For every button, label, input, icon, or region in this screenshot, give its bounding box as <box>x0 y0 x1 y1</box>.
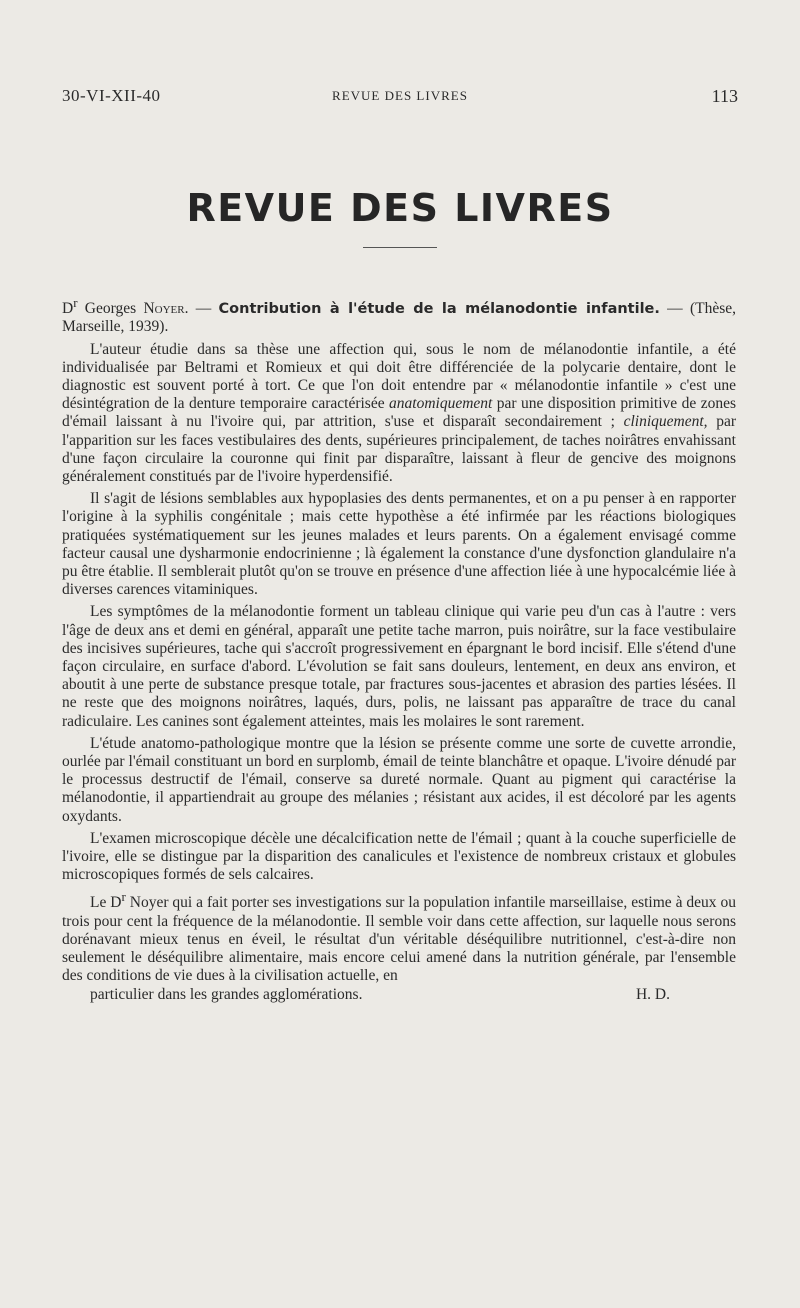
page-number: 113 <box>711 86 738 106</box>
reviewer-signature: H. D. <box>635 985 670 1003</box>
work-details: — (Thèse, Marseille, 1939). <box>62 300 736 336</box>
paragraph-1-text-a: L'auteur étudie dans sa thèse une affection qui, sous le nom de mélanodontie infantile, a été individualisée par Beltrami et Romieux et qui doit être différenciée de la polycarie dentaire, dont le diagnostic est souvent porté à tort. Ce que l'on doit entendre par « mélanodontie infantile » c'est une désintégration de la denture temporaire caractérisée <box>62 340 736 413</box>
paragraph-1-text-c: par l'apparition sur les faces vestibulaires des dents, supérieures principalement, de taches noirâtres envahissant d'une façon circulaire la couronne qui finit par disparaître, laissant à fleur de gencive des moignons généralement constitués par de l'ivoire hyperdensifié. <box>62 413 736 485</box>
closing-line <box>62 986 736 1004</box>
book-review <box>62 294 736 1008</box>
running-header <box>62 86 738 110</box>
author-title: D <box>62 300 74 318</box>
paragraph-1-text-b: par une disposition primitive de zones d'émail laissant à nu l'ivoire qui, par attrition, s'use et disparaît secondairement ; <box>62 395 736 431</box>
review-byline <box>62 294 736 337</box>
paragraph-6 <box>62 888 736 1003</box>
paragraph-1-emphasis-1: anatomiquement <box>389 395 493 413</box>
issue-date: 30-VI-XII-40 <box>62 86 161 105</box>
section-title: REVUE DES LIVRES <box>186 186 614 230</box>
paragraph-1 <box>62 341 736 487</box>
paragraph-6-last-line: particulier dans les grandes agglomérations. <box>90 985 363 1003</box>
paragraph-3: Les symptômes de la mélanodontie forment un tableau clinique qui varie peu d'un cas à l'autre : vers l'âge de deux ans et demi en général, apparaît une petite tache marron, puis noirâtre, sur la face vestibulaire des incisives supérieures, tache qui s'accroît progressivement en épargnant le bord incisif. Elle s'étend d'une façon circulaire, en surface d'abord. L'évolution se fait sans douleurs, lentement, en deux ans environ, et aboutit à une perte de substance presque totale, par fractures sous-jacentes et abrasion des parties lésées. Il ne reste que des moignons noirâtres, laqués, durs, polis, ne laissant pas apparaître de trace du canal radiculaire. Les canines sont également atteintes, mais les molaires le sont rarement. <box>62 603 736 730</box>
byline-separator: . — <box>184 300 219 318</box>
paragraph-6-sup: r <box>121 889 126 905</box>
paragraph-5: L'examen microscopique décèle une décalcification nette de l'émail ; quant à la couche superficielle de l'ivoire, elle se distingue par la disparition des canalicules et l'existence de nombreux cristaux et globules microscopiques formés de sels calcaires. <box>62 829 736 884</box>
author-last-name: Noyer <box>143 300 185 318</box>
paragraph-6-text-b: Noyer qui a fait porter ses investigations sur la population infantile marseillaise, estime à deux ou trois pour cent la fréquence de la mélanodontie. Il semble voir dans cette affection, sur laquelle nous serons dorénavant mieux tenus en éveil, le résultat d'un véritable déséquilibre nutritionnel, c'est-à-dire non seulement le déséquilibre alimentaire, mais encore celui amené dans la nutrition générale, par l'ensemble des conditions de vie dues à la civilisation actuelle, en <box>62 894 736 985</box>
paragraph-1-emphasis-2: cliniquement, <box>623 413 708 431</box>
running-title: REVUE DES LIVRES <box>332 88 468 103</box>
work-title: Contribution à l'étude de la mélanodontie infantile. <box>218 301 660 318</box>
paragraph-4: L'étude anatomo-pathologique montre que la lésion se présente comme une sorte de cuvette arrondie, ourlée par l'émail constituant un bord en surplomb, émail de teinte blanchâtre et opaque. L'ivoire dénudé par le processus destructif de l'émail, conserve sa dureté normale. Quant au pigment qui caractérise la mélanodontie, il appartiendrait au groupe des mélanies ; résistant aux acides, il est décoloré par les agents oxydants. <box>62 734 736 825</box>
paragraph-2: Il s'agit de lésions semblables aux hypoplasies des dents permanentes, et on a pu penser à en rapporter l'origine à la syphilis congénitale ; mais cette hypothèse a été infirmée par les réactions biologiques pratiquées systématiquement sur les jeunes malades et leurs parents. On a également envisagé comme facteur causal une dysharmonie endocrinienne ; là également la constance d'une dysfonction glandulaire n'a pu être établie. Il semblerait plutôt qu'on se trouve en présence d'une affection liée à une hypocalcémie liée à diverses carences vitaminiques. <box>62 490 736 599</box>
title-divider <box>363 247 437 248</box>
author-title-sup: r <box>73 295 78 310</box>
author-first-name: Georges <box>77 300 144 318</box>
paragraph-6-text-a: Le D <box>90 894 122 912</box>
